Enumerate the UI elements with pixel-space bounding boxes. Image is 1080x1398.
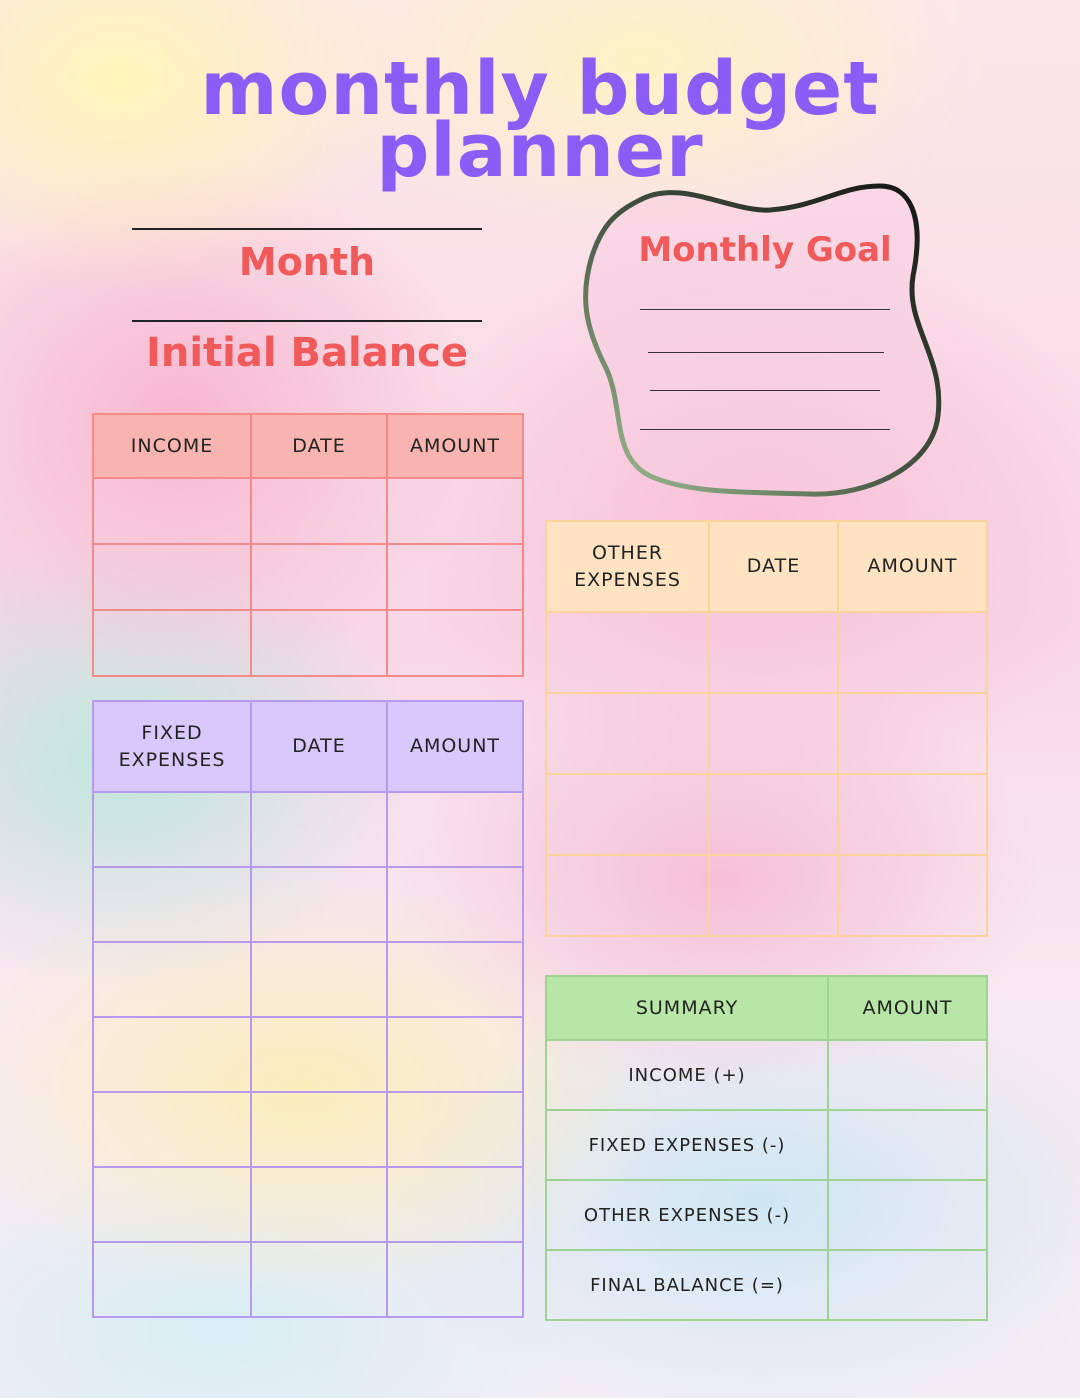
other-cell[interactable] [546, 774, 709, 855]
other-header-word2: EXPENSES [574, 568, 681, 591]
table-row [93, 942, 523, 1017]
summary-final-label: FINAL BALANCE (=) [546, 1250, 828, 1320]
summary-income-label: INCOME (+) [546, 1040, 828, 1110]
summary-fixed-amount[interactable] [828, 1110, 987, 1180]
income-cell[interactable] [93, 544, 251, 610]
other-header-date: DATE [709, 521, 838, 612]
income-header-income: INCOME [93, 414, 251, 478]
other-cell[interactable] [546, 612, 709, 693]
month-input-line[interactable] [132, 228, 482, 230]
income-table [92, 413, 524, 677]
table-row [93, 1092, 523, 1167]
goal-line-3[interactable] [650, 390, 880, 391]
summary-header-row [546, 976, 987, 1040]
other-cell[interactable] [546, 693, 709, 774]
table-row [93, 867, 523, 942]
table-row [93, 1017, 523, 1092]
fixed-header-word1: FIXED [141, 721, 203, 744]
income-header-amount: AMOUNT [387, 414, 523, 478]
summary-table [545, 975, 988, 1321]
table-row [546, 1040, 987, 1110]
goal-line-2[interactable] [648, 352, 884, 353]
fixed-date-cell[interactable] [251, 942, 387, 1017]
income-amount-cell[interactable] [387, 544, 523, 610]
income-amount-cell[interactable] [387, 610, 523, 676]
fixed-amount-cell[interactable] [387, 1017, 523, 1092]
other-amount-cell[interactable] [838, 855, 987, 936]
fixed-amount-cell[interactable] [387, 867, 523, 942]
other-amount-cell[interactable] [838, 612, 987, 693]
month-label: Month [238, 240, 376, 284]
summary-fixed-label: FIXED EXPENSES (-) [546, 1110, 828, 1180]
summary-final-amount[interactable] [828, 1250, 987, 1320]
goal-line-1[interactable] [640, 309, 890, 310]
other-date-cell[interactable] [709, 693, 838, 774]
other-header-amount: AMOUNT [838, 521, 987, 612]
other-date-cell[interactable] [709, 855, 838, 936]
other-date-cell[interactable] [709, 774, 838, 855]
initial-balance-label: Initial Balance [145, 330, 469, 376]
fixed-amount-cell[interactable] [387, 792, 523, 867]
fixed-header-word2: EXPENSES [118, 748, 226, 771]
fixed-header-expenses [93, 701, 251, 792]
other-cell[interactable] [546, 855, 709, 936]
table-row [93, 544, 523, 610]
table-row [546, 1180, 987, 1250]
fixed-cell[interactable] [93, 792, 251, 867]
fixed-amount-cell[interactable] [387, 1092, 523, 1167]
table-row [546, 774, 987, 855]
goal-line-4[interactable] [640, 429, 890, 430]
income-date-cell[interactable] [251, 610, 387, 676]
goal-blob [580, 176, 950, 506]
summary-header-amount: AMOUNT [828, 976, 987, 1040]
table-row [546, 1110, 987, 1180]
summary-other-amount[interactable] [828, 1180, 987, 1250]
initial-balance-input-line[interactable] [132, 320, 482, 322]
income-cell[interactable] [93, 478, 251, 544]
fixed-cell[interactable] [93, 1017, 251, 1092]
fixed-cell[interactable] [93, 1167, 251, 1242]
monthly-goal-label: Monthly Goal [638, 230, 892, 270]
other-header-word1: OTHER [591, 541, 664, 564]
fixed-header-amount: AMOUNT [387, 701, 523, 792]
fixed-date-cell[interactable] [251, 1017, 387, 1092]
income-header-row [93, 414, 523, 478]
fixed-expenses-table [92, 700, 524, 1318]
fixed-date-cell[interactable] [251, 1092, 387, 1167]
other-header-row [546, 521, 987, 612]
income-header-date: DATE [251, 414, 387, 478]
other-header-expenses [546, 521, 709, 612]
fixed-header-date: DATE [251, 701, 387, 792]
fixed-amount-cell[interactable] [387, 942, 523, 1017]
fixed-amount-cell[interactable] [387, 1242, 523, 1317]
income-date-cell[interactable] [251, 544, 387, 610]
table-row [546, 612, 987, 693]
fixed-date-cell[interactable] [251, 792, 387, 867]
summary-income-amount[interactable] [828, 1040, 987, 1110]
table-row [93, 610, 523, 676]
table-row [93, 478, 523, 544]
table-row [93, 1167, 523, 1242]
page-title-line1: monthly budget [200, 46, 880, 132]
income-date-cell[interactable] [251, 478, 387, 544]
fixed-date-cell[interactable] [251, 1242, 387, 1317]
table-row [546, 1250, 987, 1320]
fixed-amount-cell[interactable] [387, 1167, 523, 1242]
income-cell[interactable] [93, 610, 251, 676]
other-date-cell[interactable] [709, 612, 838, 693]
summary-other-label: OTHER EXPENSES (-) [546, 1180, 828, 1250]
fixed-cell[interactable] [93, 1092, 251, 1167]
other-amount-cell[interactable] [838, 774, 987, 855]
table-row [93, 792, 523, 867]
fixed-cell[interactable] [93, 1242, 251, 1317]
fixed-date-cell[interactable] [251, 1167, 387, 1242]
other-amount-cell[interactable] [838, 693, 987, 774]
other-expenses-table [545, 520, 988, 937]
summary-header-summary: SUMMARY [546, 976, 828, 1040]
fixed-date-cell[interactable] [251, 867, 387, 942]
income-amount-cell[interactable] [387, 478, 523, 544]
fixed-header-row [93, 701, 523, 792]
table-row [546, 693, 987, 774]
fixed-cell[interactable] [93, 867, 251, 942]
table-row [93, 1242, 523, 1317]
table-row [546, 855, 987, 936]
fixed-cell[interactable] [93, 942, 251, 1017]
page-title-line2: planner [376, 108, 704, 194]
